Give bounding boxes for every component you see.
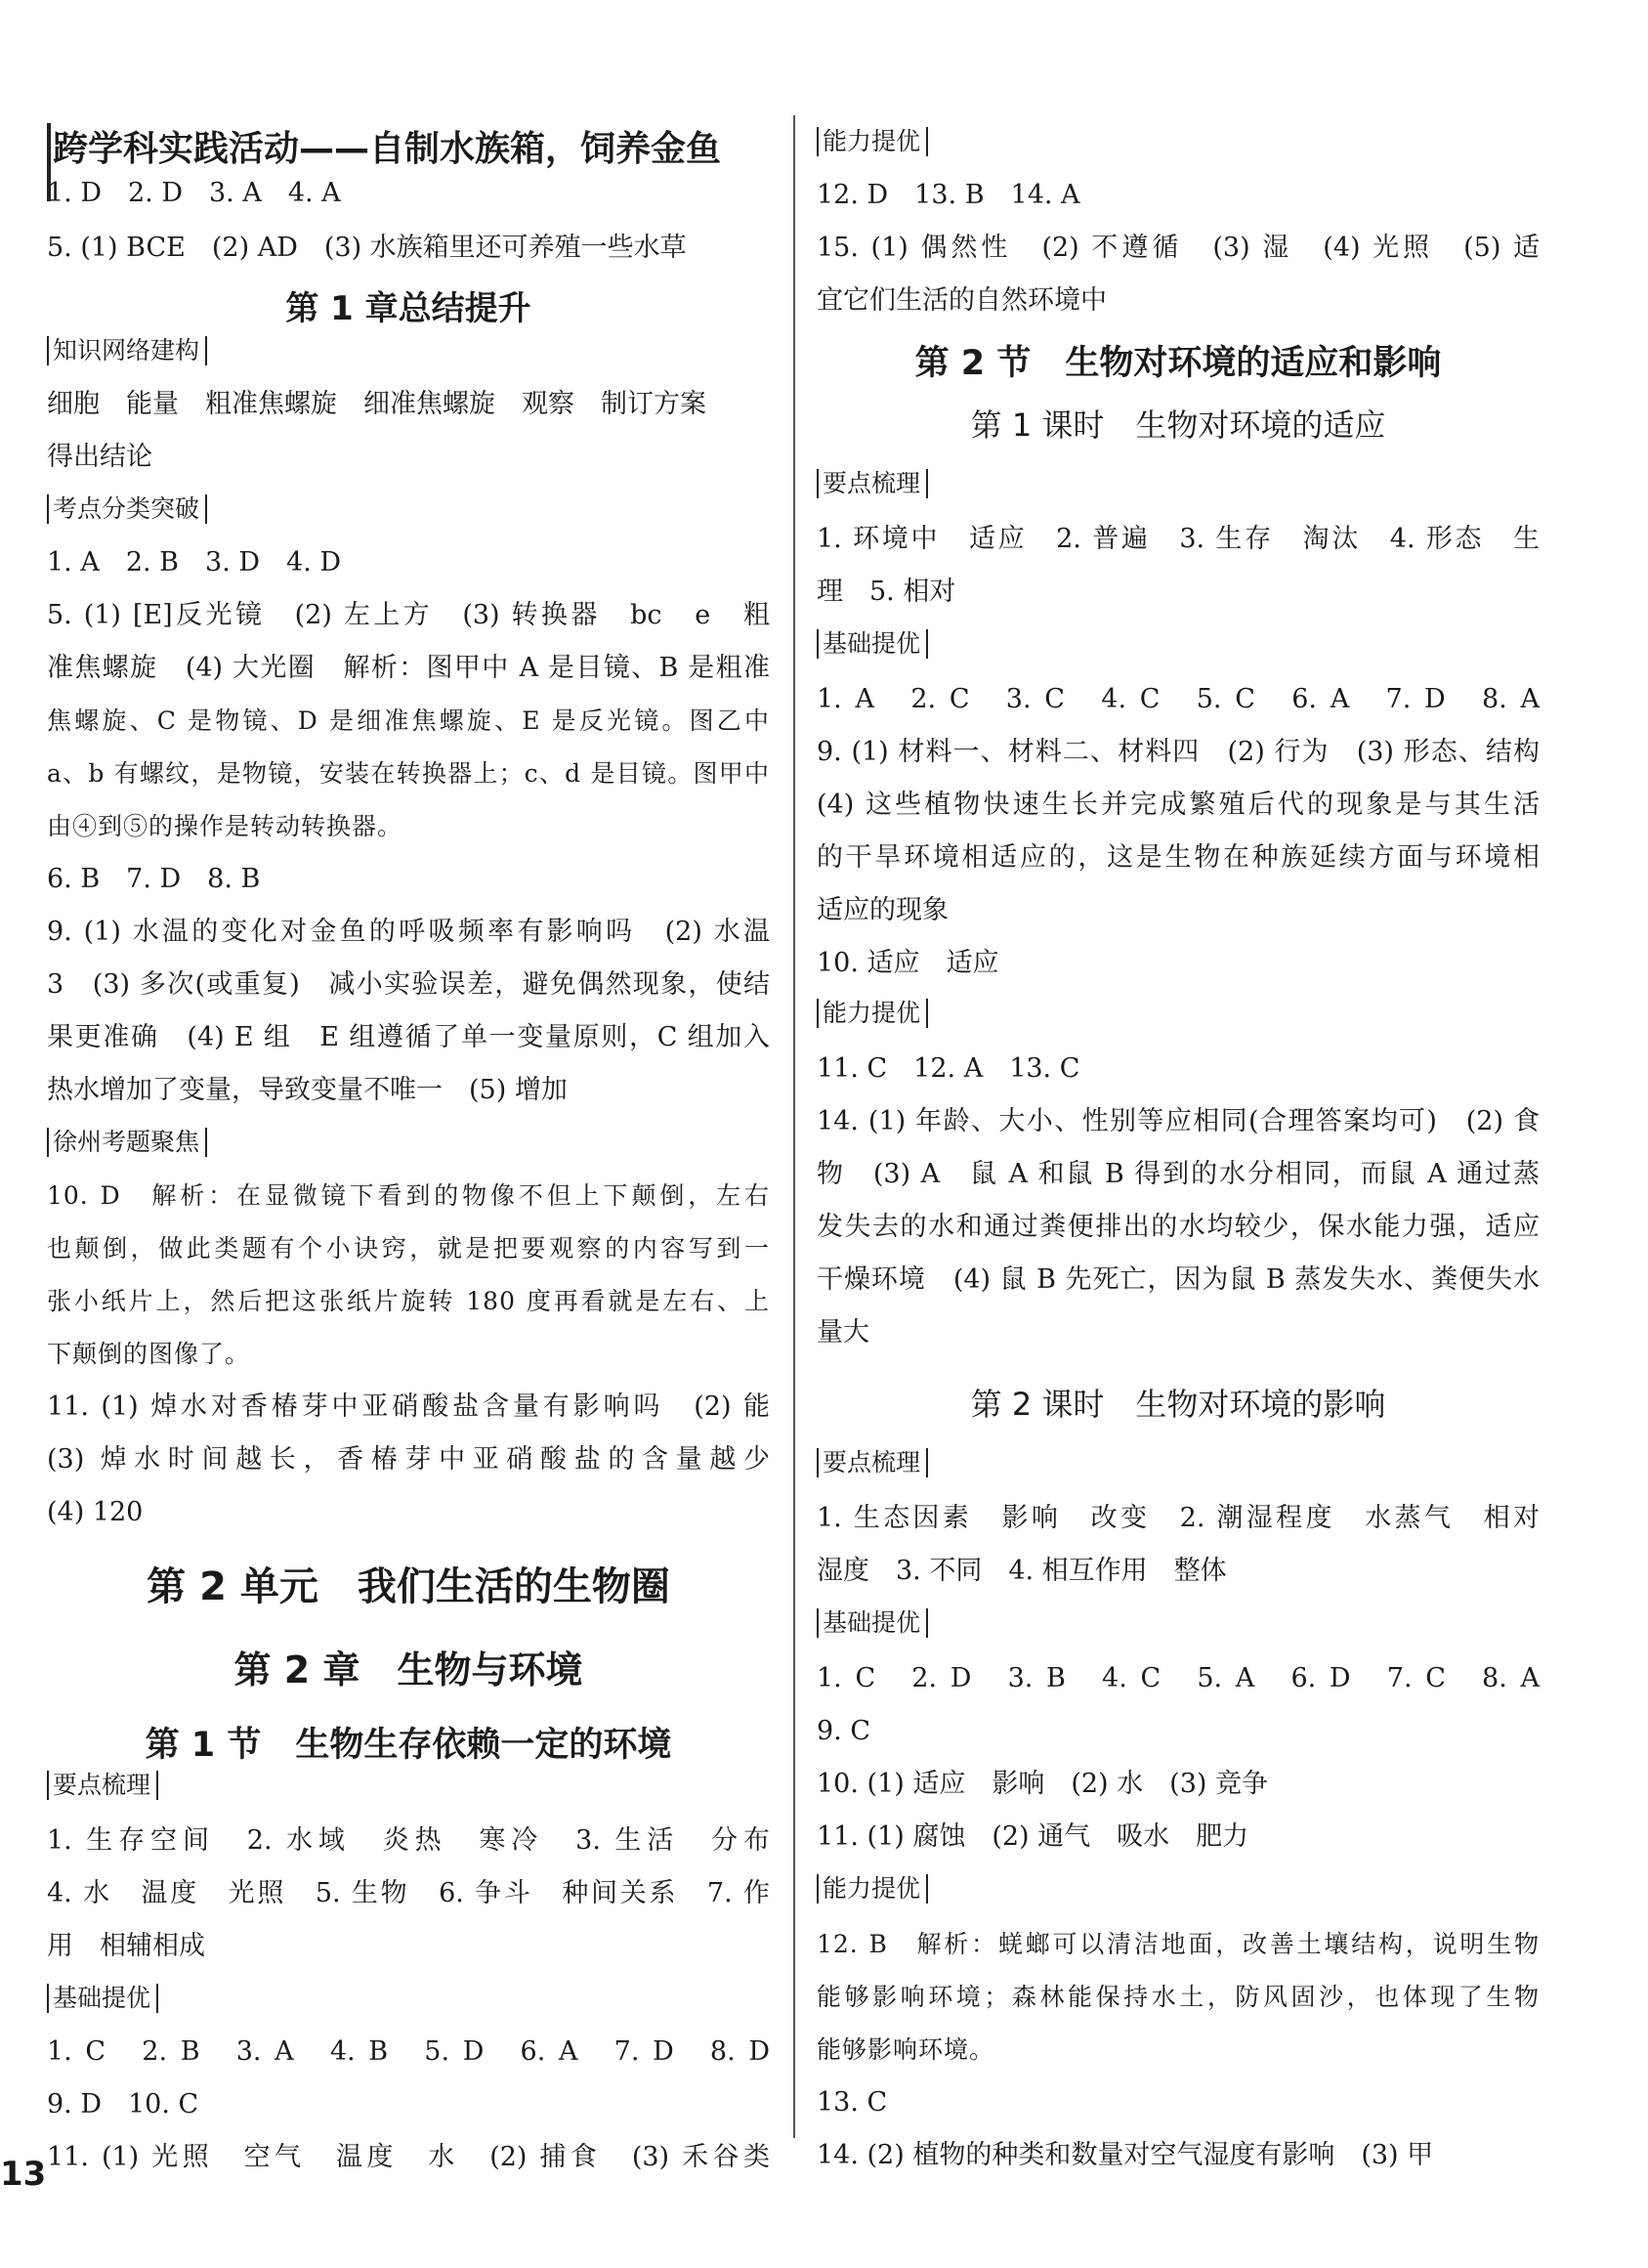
answer-line: 1. 生存空间 2. 水域 炎热 寒冷 3. 生活 分布 [47, 1825, 770, 1856]
answer-line: 干燥环境 (4) 鼠 B 先死亡，因为鼠 B 蒸发失水、粪便失水 [817, 1264, 1540, 1295]
answer-line: 4. 水 温度 光照 5. 生物 6. 争斗 种间关系 7. 作 [47, 1878, 770, 1908]
section-tag: 要点梳理 [817, 469, 928, 498]
answer-line: 1. C 2. D 3. B 4. C 5. A 6. D 7. C 8. A [817, 1663, 1540, 1693]
answer-line: 1. 生态因素 影响 改变 2. 潮湿程度 水蒸气 相对 [817, 1503, 1540, 1533]
lesson-title: 第 1 课时 生物对环境的适应 [970, 407, 1386, 444]
answer-line: 理 5. 相对 [817, 577, 956, 607]
answer-line: 12. D 13. B 14. A [817, 180, 1080, 210]
explanation-line: 焦螺旋、C 是物镜、D 是细准焦螺旋、E 是反光镜。图乙中 [47, 706, 770, 735]
answer-line: 得出结论 [47, 442, 152, 472]
answer-line: 物 (3) A 鼠 A 和鼠 B 得到的水分相同，而鼠 A 通过蒸 [817, 1159, 1540, 1189]
answer-line: 9. C [817, 1716, 871, 1746]
answer-line: 9. D 10. C [47, 2089, 199, 2119]
answer-line: 11. (1) 光照 空气 温度 水 (2) 捕食 (3) 禾谷类 [47, 2142, 770, 2172]
answer-line: 9. (1) 水温的变化对金鱼的呼吸频率有影响吗 (2) 水温 [47, 917, 770, 947]
section-tag: 要点梳理 [47, 1771, 158, 1800]
answer-line: 1. 环境中 适应 2. 普遍 3. 生存 淘汰 4. 形态 生 [817, 524, 1540, 554]
answer-line: 的干旱环境相适应的，这是生物在种族延续方面与环境相 [817, 842, 1540, 873]
answer-line: (4) 这些植物快速生长并完成繁殖后代的现象是与其生活 [817, 790, 1540, 820]
answer-line: 10. (1) 适应 影响 (2) 水 (3) 竞争 [817, 1769, 1269, 1799]
answer-line: 适应的现象 [817, 895, 949, 925]
answer-line: 热水增加了变量，导致变量不唯一 (5) 增加 [47, 1075, 568, 1105]
lesson-title: 第 2 课时 生物对环境的影响 [970, 1386, 1386, 1423]
column-divider [793, 115, 795, 2138]
answer-line: 1. D 2. D 3. A 4. A [47, 178, 341, 208]
section-tag: 能力提优 [817, 127, 928, 156]
section-tag: 要点梳理 [817, 1448, 928, 1477]
explanation-line: 能够影响环境。 [817, 2035, 995, 2064]
answer-line: 11. (1) 腐蚀 (2) 通气 吸水 肥力 [817, 1821, 1249, 1852]
answer-line: 果更准确 (4) E 组 E 组遵循了单一变量原则，C 组加入 [47, 1022, 770, 1052]
answer-line: 10. 适应 适应 [817, 948, 999, 978]
answer-line: 发失去的水和通过粪便排出的水均较少，保水能力强，适应 [817, 1212, 1540, 1242]
unit-title: 第 2 单元 我们生活的生物圈 [147, 1564, 670, 1609]
explanation-line: 10. D 解析：在显微镜下看到的物像不但上下颠倒，左右 [47, 1181, 770, 1210]
section-title: 第 2 节 生物对环境的适应和影响 [914, 344, 1442, 383]
answer-line: 1. A 2. B 3. D 4. D [47, 547, 342, 578]
explanation-line: 下颠倒的图像了。 [47, 1340, 251, 1368]
answer-line: 用 相辅相成 [47, 1931, 205, 1961]
answer-line: 11. C 12. A 13. C [817, 1053, 1080, 1084]
answer-line: 9. (1) 材料一、材料二、材料四 (2) 行为 (3) 形态、结构 [817, 737, 1540, 767]
page-number: 13 [0, 2155, 47, 2194]
answer-line: 3 (3) 多次(或重复) 减小实验误差，避免偶然现象，使结 [47, 969, 770, 1000]
chapter-summary-title: 第 1 章总结提升 [285, 289, 531, 328]
answer-line: 5. (1) BCE (2) AD (3) 水族箱里还可养殖一些水草 [47, 233, 687, 263]
activity-title: 跨学科实践活动——自制水族箱，饲养金鱼 [53, 129, 722, 169]
section-tag: 能力提优 [817, 1874, 928, 1904]
answer-line: 准焦螺旋 (4) 大光圈 解析：图甲中 A 是目镜、B 是粗准 [47, 653, 770, 683]
answer-line: 细胞 能量 粗准焦螺旋 细准焦螺旋 观察 制订方案 [47, 389, 706, 419]
section-tag: 基础提优 [817, 629, 928, 659]
section-tag: 基础提优 [47, 1984, 158, 2013]
answer-line: 5. (1) [E]反光镜 (2) 左上方 (3) 转换器 bc e 粗 [47, 600, 770, 630]
explanation-line: 也颠倒，做此类题有个小诀窍，就是把要观察的内容写到一 [47, 1234, 770, 1262]
explanation-line: 由④到⑤的操作是转动转换器。 [47, 812, 403, 840]
explanation-line: 张小纸片上，然后把这张纸片旋转 180 度再看就是左右、上 [47, 1287, 770, 1315]
section-title: 第 1 节 生物生存依赖一定的环境 [145, 1726, 672, 1765]
section-tag: 考点分类突破 [47, 494, 207, 524]
section-tag: 基础提优 [817, 1608, 928, 1638]
section-tag: 徐州考题聚焦 [47, 1128, 207, 1157]
answer-line: 6. B 7. D 8. B [47, 864, 261, 894]
answer-line: (4) 120 [47, 1497, 144, 1527]
explanation-line: a、b 有螺纹，是物镜，安装在转换器上；c、d 是目镜。图甲中 [47, 759, 770, 788]
answer-line: 13. C [817, 2087, 888, 2118]
answer-line: 1. A 2. C 3. C 4. C 5. C 6. A 7. D 8. A [817, 684, 1540, 714]
section-tag: 知识网络建构 [47, 336, 207, 365]
answer-line: 15. (1) 偶然性 (2) 不遵循 (3) 湿 (4) 光照 (5) 适 [817, 233, 1540, 263]
answer-line: 1. C 2. B 3. A 4. B 5. D 6. A 7. D 8. D [47, 2036, 770, 2067]
answer-line: 11. (1) 焯水对香椿芽中亚硝酸盐含量有影响吗 (2) 能 [47, 1391, 770, 1422]
answer-line: 量大 [817, 1317, 869, 1348]
explanation-line: 能够影响环境；森林能保持水土，防风固沙，也体现了生物 [817, 1983, 1540, 2011]
chapter-title: 第 2 章 生物与环境 [233, 1648, 583, 1691]
answer-line: 14. (2) 植物的种类和数量对空气湿度有影响 (3) 甲 [817, 2140, 1434, 2170]
section-tag: 能力提优 [817, 999, 928, 1028]
answer-line: 湿度 3. 不同 4. 相互作用 整体 [817, 1556, 1227, 1586]
explanation-line: 12. B 解析：蜣螂可以清洁地面，改善土壤结构，说明生物 [817, 1930, 1540, 1958]
answer-line: 宜它们生活的自然环境中 [817, 285, 1107, 316]
answer-line: 14. (1) 年龄、大小、性别等应相同(合理答案均可) (2) 食 [817, 1106, 1540, 1136]
answer-line: (3) 焯水时间越长，香椿芽中亚硝酸盐的含量越少 [47, 1444, 770, 1475]
